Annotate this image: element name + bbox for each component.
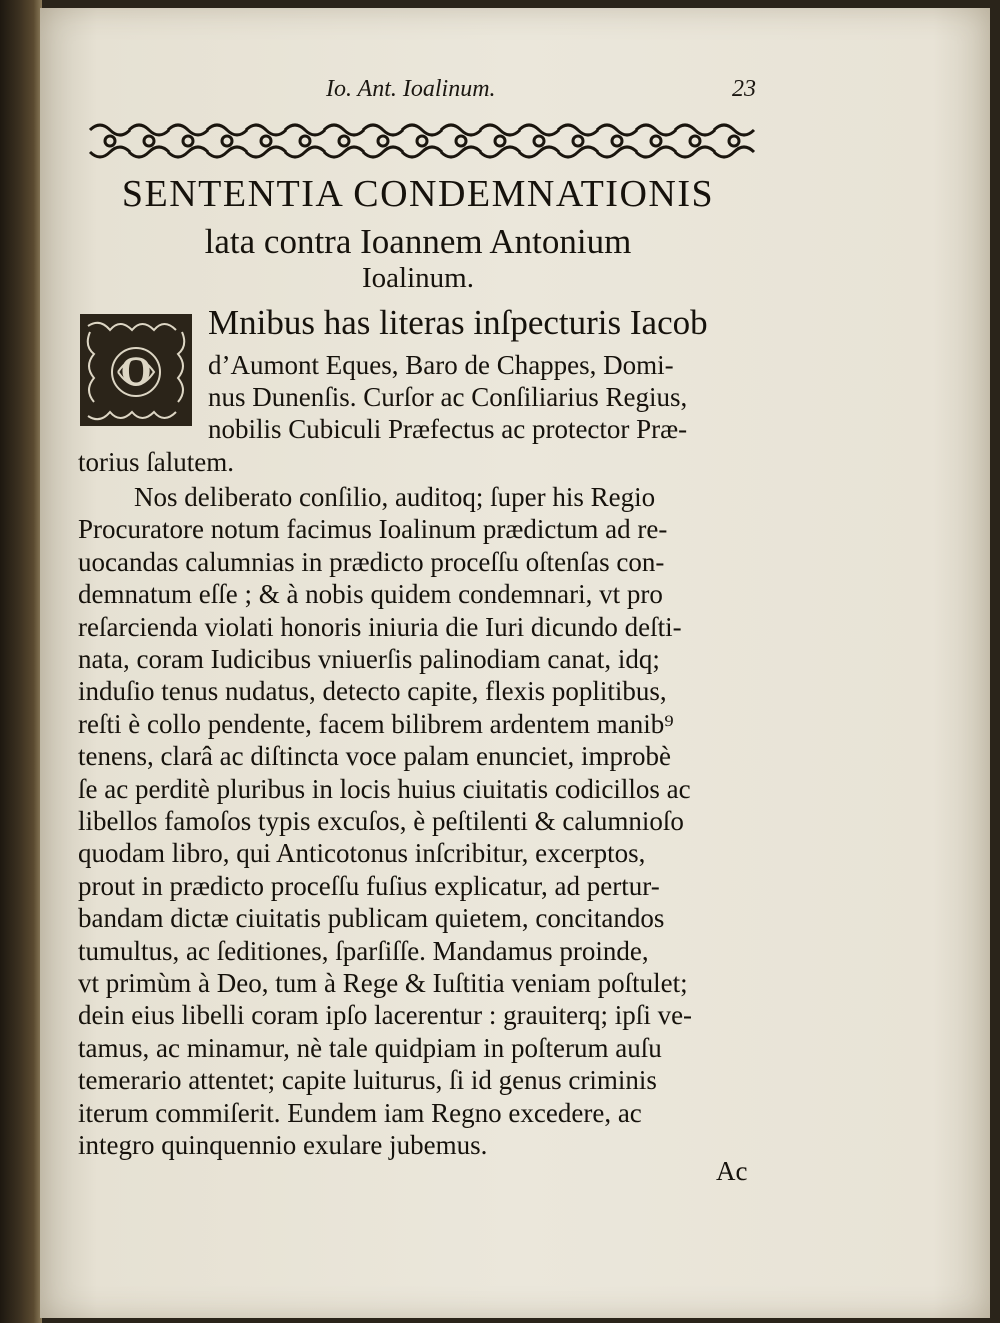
body-line: prout in prædicto proceſſu fuſius explicatur, ad pertur- [78, 870, 660, 901]
decorated-initial [78, 312, 194, 430]
title-line-3: Ioalinum. [362, 262, 474, 294]
body-line: nus Dunenſis. Curſor ac Conſiliarius Regius, [208, 382, 688, 412]
body-line: dein eius libelli coram ipſo lacerentur : grauiterq; ipſi ve- [78, 1000, 693, 1031]
body-line: ſe ac perditè pluribus in locis huius ciuitatis codicillos ac [78, 773, 691, 804]
body-line: Nos deliberato conſilio, auditoq; ſuper his Regio [134, 482, 656, 512]
body-line: tamus, ac minamur, nè tale quidpiam in poſterum auſu [78, 1032, 662, 1063]
body-line: uocandas calumnias in prædicto proceſſu oſtenſas con- [78, 546, 665, 577]
running-title: Io. Ant. Ioalinum. [326, 76, 496, 102]
ornamental-headpiece [80, 118, 760, 164]
body-line: iterum commiſerit. Eundem iam Regno excedere, ac [78, 1097, 642, 1128]
title-line-2: lata contra Ioannem Antonium [204, 222, 632, 261]
body-line: tenens, clarâ ac diſtincta voce palam enunciet, improbè [78, 741, 671, 772]
body-line: induſio tenus nudatus, detecto capite, flexis poplitibus, [78, 676, 667, 707]
body-line: vt primùm à Deo, tum à Rege & Iuſtitia veniam poſtulet; [78, 968, 688, 998]
body-line: integro quinquennio exulare jubemus. [78, 1130, 488, 1160]
body-line: tumultus, ac ſeditiones, ſparſiſſe. Mandamus proinde, [78, 935, 649, 966]
body-line: reſti è collo pendente, facem bilibrem ardentem manib⁹ [78, 708, 674, 739]
body-line: libellos famoſos typis excuſos, è peſtilenti & calumnioſo [78, 806, 684, 836]
book-spine-shadow [0, 0, 42, 1323]
catchword: Ac [716, 1156, 748, 1186]
body-line: Procuratore notum facimus Ioalinum prædictum ad re- [78, 514, 668, 545]
body-line: temerario attentet; capite luiturus, ſi id genus criminis [78, 1065, 657, 1096]
body-line: nobilis Cubiculi Præfectus ac protector Præ- [208, 414, 688, 444]
body-line: Mnibus has literas inſpecturis Iacob [208, 303, 708, 342]
title-line-1: SENTENTIA CONDEMNATIONIS [121, 173, 715, 215]
body-line: reſarcienda violati honoris iniuria die Iuri dicundo deſti- [78, 611, 682, 642]
svg-text:O: O [120, 348, 152, 393]
body-line: bandam dictæ ciuitatis publicam quietem, concitandos [78, 903, 665, 934]
body-line: d’Aumont Eques, Baro de Chappes, Domi- [208, 350, 674, 380]
body-line: demnatum eſſe ; & à nobis quidem condemnari, vt pro [78, 579, 663, 610]
page-number: 23 [732, 76, 756, 102]
body-line: quodam libro, qui Anticotonus inſcribitur, excerptos, [78, 838, 646, 869]
body-line: torius ſalutem. [78, 447, 234, 477]
body-line: nata, coram Iudicibus vniuerſis palinodiam canat, idq; [78, 644, 660, 674]
